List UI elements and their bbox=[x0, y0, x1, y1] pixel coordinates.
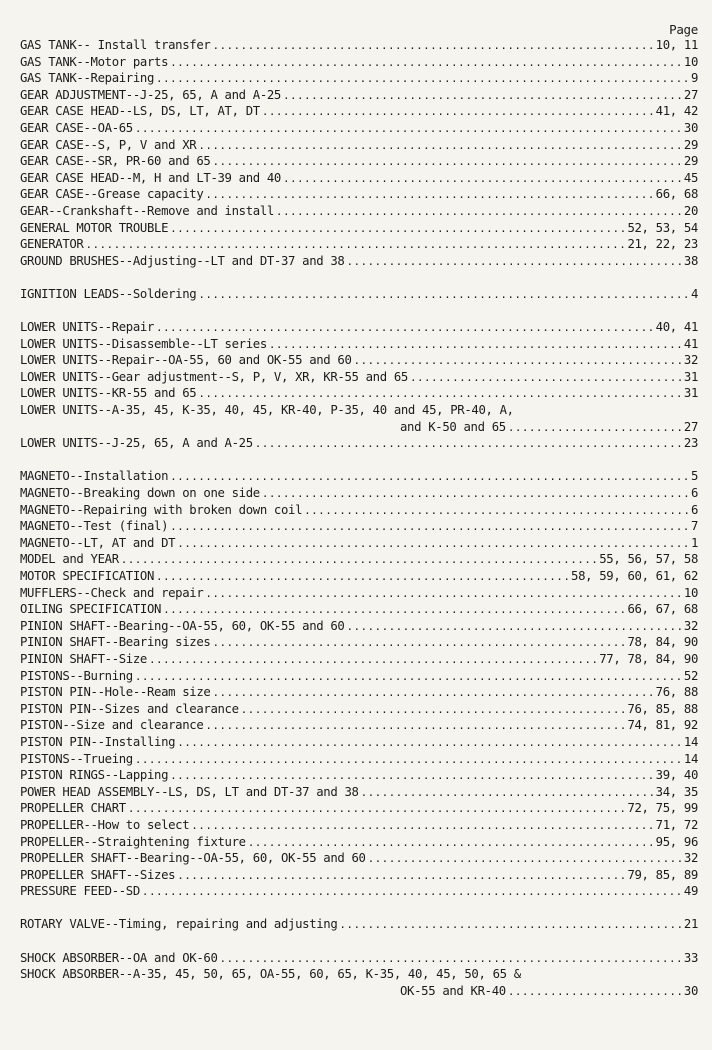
entry-line bbox=[20, 585, 698, 602]
entry-topic: PROPELLER CHART bbox=[20, 801, 126, 816]
entry-page-numbers: 41, 42 bbox=[655, 104, 698, 119]
dot-leader bbox=[175, 735, 684, 751]
entry-topic: LOWER UNITS--Repair--OA-55, 60 and OK-55 and 60 bbox=[20, 353, 352, 368]
entry-topic: PINION SHAFT--Bearing sizes bbox=[20, 635, 211, 650]
index-entry bbox=[20, 220, 698, 237]
entry-topic: MAGNETO--Test (final) bbox=[20, 519, 169, 534]
dot-leader bbox=[344, 619, 683, 635]
entry-page-numbers: 40, 41 bbox=[655, 320, 698, 335]
entry-topic: PISTON PIN--Hole--Ream size bbox=[20, 685, 211, 700]
dot-leader bbox=[140, 884, 684, 900]
entry-line bbox=[20, 220, 698, 237]
dot-leader bbox=[168, 55, 684, 71]
entry-topic: MOTOR SPECIFICATION bbox=[20, 569, 155, 583]
dot-leader bbox=[281, 171, 684, 187]
index-entry bbox=[20, 369, 698, 386]
entry-page-numbers: 6 bbox=[690, 486, 698, 501]
entry-page-numbers: 79, 85, 89 bbox=[627, 867, 698, 882]
entry-line bbox=[20, 850, 698, 867]
entry-topic: GEAR--Crankshaft--Remove and install bbox=[20, 203, 274, 218]
entry-line bbox=[20, 137, 698, 154]
index-entry bbox=[20, 435, 698, 452]
index-entry bbox=[20, 668, 698, 685]
page-column-header: Page bbox=[669, 22, 698, 37]
entry-line bbox=[20, 186, 698, 203]
entry-topic: GEAR CASE HEAD--M, H and LT-39 and 40 bbox=[20, 170, 281, 185]
index-entry bbox=[20, 751, 698, 768]
index-entry bbox=[20, 883, 698, 900]
entry-line bbox=[20, 319, 698, 336]
entry-topic: PISTON--Size and clearance bbox=[20, 718, 204, 733]
entry-page-numbers: 4 bbox=[690, 286, 698, 301]
entry-line bbox=[20, 734, 698, 751]
entry-page-numbers: 10 bbox=[683, 585, 698, 600]
index-entry bbox=[20, 651, 698, 668]
entry-line bbox=[20, 668, 698, 685]
entry-page-numbers: 34, 35 bbox=[655, 784, 698, 799]
entry-page-numbers: 71, 72 bbox=[655, 817, 698, 832]
dot-leader bbox=[175, 868, 627, 884]
entry-line bbox=[20, 916, 698, 933]
dot-leader bbox=[246, 835, 656, 851]
dot-leader bbox=[218, 951, 684, 967]
dot-leader bbox=[506, 420, 684, 436]
dot-leader bbox=[210, 635, 627, 651]
entry-line bbox=[20, 402, 698, 419]
index-entry bbox=[20, 153, 698, 170]
entry-topic: PISTON PIN--Sizes and clearance bbox=[20, 701, 239, 716]
entry-topic: SHOCK ABSORBER--OA and OK-60 bbox=[20, 950, 218, 965]
entry-page-numbers: 52 bbox=[683, 668, 698, 683]
entry-page-numbers: 39, 40 bbox=[655, 768, 698, 783]
entry-page-numbers: 66, 67, 68 bbox=[627, 602, 698, 617]
entry-topic: PISTON RINGS--Lapping bbox=[20, 768, 169, 783]
dot-leader bbox=[239, 702, 628, 718]
index-entry bbox=[20, 485, 698, 502]
entry-line bbox=[20, 568, 698, 585]
entry-line bbox=[20, 236, 698, 253]
entry-line bbox=[20, 784, 698, 801]
entry-page-numbers: 20 bbox=[683, 203, 698, 218]
group-spacer bbox=[20, 452, 698, 469]
entry-line bbox=[20, 435, 698, 452]
dot-leader bbox=[366, 851, 684, 867]
entry-line bbox=[20, 37, 698, 54]
entry-page-numbers: 33 bbox=[683, 950, 698, 965]
entry-topic: GENERATOR bbox=[20, 237, 84, 252]
entry-line bbox=[20, 535, 698, 552]
dot-leader bbox=[253, 436, 684, 452]
index-entry bbox=[20, 37, 698, 54]
entry-page-numbers: 31 bbox=[683, 386, 698, 401]
index-entry bbox=[20, 734, 698, 751]
entry-topic: PROPELLER--How to select bbox=[20, 817, 190, 832]
entry-topic: GEAR CASE--S, P, V and XR bbox=[20, 137, 197, 152]
dot-leader bbox=[168, 768, 656, 784]
index-entry bbox=[20, 103, 698, 120]
entry-page-numbers: 5 bbox=[690, 469, 698, 484]
entry-topic: LOWER UNITS--A-35, 45, K-35, 40, 45, KR-40, P-35, 40 and 45, PR-40, A, bbox=[20, 403, 514, 418]
entry-page-numbers: 32 bbox=[683, 851, 698, 866]
entry-topic: GEAR CASE--OA-65 bbox=[20, 120, 133, 135]
entry-page-numbers: 27 bbox=[683, 419, 698, 434]
entry-line bbox=[20, 751, 698, 768]
dot-leader bbox=[210, 685, 655, 701]
entry-topic: PINION SHAFT--Bearing--OA-55, 60, OK-55 and 60 bbox=[20, 618, 345, 633]
index-entries bbox=[20, 37, 698, 999]
entry-line bbox=[20, 468, 698, 485]
index-entry bbox=[20, 319, 698, 336]
entry-topic: LOWER UNITS--Repair bbox=[20, 320, 155, 335]
entry-topic: OILING SPECIFICATION bbox=[20, 602, 162, 617]
index-entry bbox=[20, 236, 698, 253]
index-entry bbox=[20, 70, 698, 87]
index-entry bbox=[20, 568, 698, 585]
entry-line bbox=[20, 385, 698, 402]
entry-line bbox=[20, 817, 698, 834]
group-spacer bbox=[20, 269, 698, 286]
dot-leader bbox=[352, 353, 684, 369]
dot-leader bbox=[260, 486, 691, 502]
entry-page-numbers: 45 bbox=[683, 170, 698, 185]
entry-line bbox=[20, 70, 698, 87]
dot-leader bbox=[133, 669, 684, 685]
entry-page-numbers: 32 bbox=[683, 353, 698, 368]
entry-topic: GAS TANK--Motor parts bbox=[20, 54, 169, 69]
index-entry bbox=[20, 170, 698, 187]
index-entry bbox=[20, 203, 698, 220]
entry-line bbox=[20, 170, 698, 187]
entry-line bbox=[20, 883, 698, 900]
entry-page-numbers: 23 bbox=[683, 436, 698, 451]
entry-topic: LOWER UNITS--KR-55 and 65 bbox=[20, 386, 197, 401]
entry-topic-continued: OK-55 and KR-40 bbox=[400, 983, 506, 998]
entry-line bbox=[20, 120, 698, 137]
entry-line bbox=[20, 701, 698, 718]
entry-line bbox=[20, 867, 698, 884]
entry-page-numbers: 95, 96 bbox=[655, 834, 698, 849]
entry-line bbox=[20, 551, 698, 568]
entry-topic-continued: and K-50 and 65 bbox=[400, 419, 506, 434]
entry-line bbox=[20, 834, 698, 851]
entry-page-numbers: 77, 78, 84, 90 bbox=[599, 651, 698, 666]
index-entry bbox=[20, 518, 698, 535]
entry-page-numbers: 7 bbox=[690, 519, 698, 534]
entry-topic: PROPELLER SHAFT--Bearing--OA-55, 60, OK-55 and 60 bbox=[20, 851, 366, 866]
entry-topic: GEAR ADJUSTMENT--J-25, 65, A and A-25 bbox=[20, 87, 281, 102]
entry-line bbox=[20, 153, 698, 170]
entry-page-numbers: 76, 85, 88 bbox=[627, 701, 698, 716]
entry-page-numbers: 29 bbox=[683, 154, 698, 169]
entry-topic: PROPELLER--Straightening fixture bbox=[20, 834, 246, 849]
entry-line bbox=[20, 618, 698, 635]
dot-leader bbox=[126, 801, 628, 817]
entry-page-numbers: 49 bbox=[683, 884, 698, 899]
entry-page-numbers: 30 bbox=[683, 983, 698, 998]
entry-page-numbers: 76, 88 bbox=[655, 685, 698, 700]
entry-line bbox=[20, 800, 698, 817]
index-entry bbox=[20, 336, 698, 353]
entry-topic: GAS TANK-- Install transfer bbox=[20, 38, 211, 52]
entry-line bbox=[20, 369, 698, 386]
index-entry bbox=[20, 54, 698, 71]
index-entry bbox=[20, 186, 698, 203]
entry-topic: LOWER UNITS--Gear adjustment--S, P, V, XR, KR-55 and 65 bbox=[20, 369, 408, 384]
entry-topic: LOWER UNITS--J-25, 65, A and A-25 bbox=[20, 436, 253, 451]
entry-page-numbers: 31 bbox=[683, 369, 698, 384]
dot-leader bbox=[147, 652, 599, 668]
index-entry bbox=[20, 402, 698, 435]
dot-leader bbox=[344, 254, 683, 270]
dot-leader bbox=[506, 984, 684, 1000]
entry-line bbox=[20, 684, 698, 701]
index-entry bbox=[20, 767, 698, 784]
dot-leader bbox=[83, 237, 627, 253]
index-entry bbox=[20, 87, 698, 104]
entry-topic: GEAR CASE HEAD--LS, DS, LT, AT, DT bbox=[20, 104, 260, 119]
entry-topic: GROUND BRUSHES--Adjusting--LT and DT-37 and 38 bbox=[20, 253, 345, 268]
index-entry bbox=[20, 834, 698, 851]
entry-line bbox=[20, 336, 698, 353]
entry-page-numbers: 14 bbox=[683, 734, 698, 749]
dot-leader bbox=[168, 519, 691, 535]
index-entry bbox=[20, 502, 698, 519]
entry-page-numbers: 10 bbox=[683, 54, 698, 69]
entry-topic: GENERAL MOTOR TROUBLE bbox=[20, 220, 169, 235]
dot-leader bbox=[133, 121, 684, 137]
index-entry bbox=[20, 916, 698, 933]
entry-line bbox=[20, 717, 698, 734]
entry-topic: MAGNETO--Breaking down on one side bbox=[20, 486, 260, 501]
entry-topic: PISTON PIN--Installing bbox=[20, 734, 176, 749]
index-entry bbox=[20, 551, 698, 568]
index-entry bbox=[20, 468, 698, 485]
dot-leader bbox=[210, 38, 655, 54]
entry-line bbox=[20, 253, 698, 270]
dot-leader bbox=[359, 785, 656, 801]
index-entry bbox=[20, 634, 698, 651]
entry-line bbox=[20, 87, 698, 104]
index-entry bbox=[20, 535, 698, 552]
entry-topic: PISTONS--Burning bbox=[20, 668, 133, 683]
entry-topic: GAS TANK--Repairing bbox=[20, 71, 155, 86]
entry-line bbox=[20, 601, 698, 618]
index-entry bbox=[20, 352, 698, 369]
entry-topic: IGNITION LEADS--Soldering bbox=[20, 286, 197, 301]
group-spacer bbox=[20, 933, 698, 950]
entry-line bbox=[20, 767, 698, 784]
group-spacer bbox=[20, 303, 698, 320]
dot-leader bbox=[161, 602, 627, 618]
index-entry bbox=[20, 286, 698, 303]
entry-topic: MAGNETO--Installation bbox=[20, 469, 169, 484]
entry-page-numbers: 6 bbox=[690, 502, 698, 517]
entry-line bbox=[20, 518, 698, 535]
entry-topic: MAGNETO--LT, AT and DT bbox=[20, 535, 176, 550]
entry-page-numbers: 14 bbox=[683, 751, 698, 766]
entry-topic: MAGNETO--Repairing with broken down coil bbox=[20, 502, 303, 517]
entry-topic: MUFFLERS--Check and repair bbox=[20, 585, 204, 600]
entry-page-numbers: 72, 75, 99 bbox=[627, 801, 698, 816]
index-entry bbox=[20, 717, 698, 734]
index-entry bbox=[20, 950, 698, 967]
dot-leader bbox=[408, 370, 684, 386]
index-entry bbox=[20, 120, 698, 137]
index-entry bbox=[20, 966, 698, 999]
dot-leader bbox=[168, 469, 691, 485]
index-entry bbox=[20, 800, 698, 817]
dot-leader bbox=[196, 386, 684, 402]
dot-leader bbox=[196, 138, 684, 154]
entry-line bbox=[20, 634, 698, 651]
dot-leader bbox=[168, 221, 627, 237]
entry-page-numbers: 10, 11 bbox=[655, 38, 698, 52]
entry-topic: PINION SHAFT--Size bbox=[20, 651, 147, 666]
entry-line bbox=[20, 950, 698, 967]
entry-topic: GEAR CASE--SR, PR-60 and 65 bbox=[20, 154, 211, 169]
index-entry bbox=[20, 385, 698, 402]
entry-topic: MODEL and YEAR bbox=[20, 552, 119, 567]
dot-leader bbox=[302, 503, 691, 519]
dot-leader bbox=[203, 586, 684, 602]
entry-topic: PROPELLER SHAFT--Sizes bbox=[20, 867, 176, 882]
entry-page-numbers: 38 bbox=[683, 253, 698, 268]
index-entry bbox=[20, 601, 698, 618]
entry-page-numbers: 55, 56, 57, 58 bbox=[599, 552, 698, 567]
index-entry bbox=[20, 585, 698, 602]
entry-page-numbers: 21 bbox=[683, 917, 698, 932]
index-entry bbox=[20, 784, 698, 801]
entry-line bbox=[20, 485, 698, 502]
dot-leader bbox=[154, 320, 656, 336]
index-entry bbox=[20, 253, 698, 270]
entry-topic: LOWER UNITS--Disassemble--LT series bbox=[20, 336, 267, 351]
entry-page-numbers: 21, 22, 23 bbox=[627, 237, 698, 252]
entry-line bbox=[20, 651, 698, 668]
entry-page-numbers: 74, 81, 92 bbox=[627, 718, 698, 733]
index-entry bbox=[20, 850, 698, 867]
dot-leader bbox=[281, 88, 684, 104]
dot-leader bbox=[196, 287, 691, 303]
index-entry bbox=[20, 618, 698, 635]
dot-leader bbox=[154, 569, 571, 585]
entry-page-numbers: 9 bbox=[690, 71, 698, 86]
entry-topic: ROTARY VALVE--Timing, repairing and adjusting bbox=[20, 917, 338, 932]
dot-leader bbox=[154, 71, 691, 87]
dot-leader bbox=[133, 752, 684, 768]
index-entry bbox=[20, 684, 698, 701]
dot-leader bbox=[203, 187, 655, 203]
entry-line bbox=[20, 203, 698, 220]
index-entry bbox=[20, 867, 698, 884]
entry-line bbox=[20, 502, 698, 519]
entry-page-numbers: 41 bbox=[683, 336, 698, 351]
entry-page-numbers: 27 bbox=[683, 87, 698, 102]
entry-page-numbers: 32 bbox=[683, 618, 698, 633]
entry-line bbox=[20, 54, 698, 71]
entry-topic: PRESSURE FEED--SD bbox=[20, 884, 140, 899]
entry-page-numbers: 66, 68 bbox=[655, 187, 698, 202]
index-entry bbox=[20, 701, 698, 718]
entry-topic: PISTONS--Trueing bbox=[20, 751, 133, 766]
dot-leader bbox=[203, 718, 627, 734]
entry-continuation-line bbox=[20, 983, 698, 1000]
entry-topic: POWER HEAD ASSEMBLY--LS, DS, LT and DT-37 and 38 bbox=[20, 784, 359, 799]
entry-page-numbers: 52, 53, 54 bbox=[627, 220, 698, 235]
dot-leader bbox=[119, 552, 600, 568]
entry-topic: GEAR CASE--Grease capacity bbox=[20, 187, 204, 202]
entry-page-numbers: 29 bbox=[683, 137, 698, 152]
entry-page-numbers: 58, 59, 60, 61, 62 bbox=[571, 569, 698, 583]
dot-leader bbox=[189, 818, 655, 834]
dot-leader bbox=[337, 917, 683, 933]
dot-leader bbox=[260, 104, 656, 120]
entry-line bbox=[20, 352, 698, 369]
dot-leader bbox=[267, 337, 684, 353]
dot-leader bbox=[210, 154, 683, 170]
dot-leader bbox=[274, 204, 684, 220]
entry-continuation-line bbox=[20, 419, 698, 436]
entry-page-numbers: 78, 84, 90 bbox=[627, 635, 698, 650]
index-entry bbox=[20, 817, 698, 834]
entry-line bbox=[20, 103, 698, 120]
entry-page-numbers: 1 bbox=[690, 535, 698, 550]
entry-line bbox=[20, 966, 698, 983]
index-entry bbox=[20, 137, 698, 154]
dot-leader bbox=[175, 536, 691, 552]
group-spacer bbox=[20, 900, 698, 917]
entry-line bbox=[20, 286, 698, 303]
entry-page-numbers: 30 bbox=[683, 120, 698, 135]
entry-topic: SHOCK ABSORBER--A-35, 45, 50, 65, OA-55, 60, 65, K-35, 40, 45, 50, 65 & bbox=[20, 967, 521, 982]
